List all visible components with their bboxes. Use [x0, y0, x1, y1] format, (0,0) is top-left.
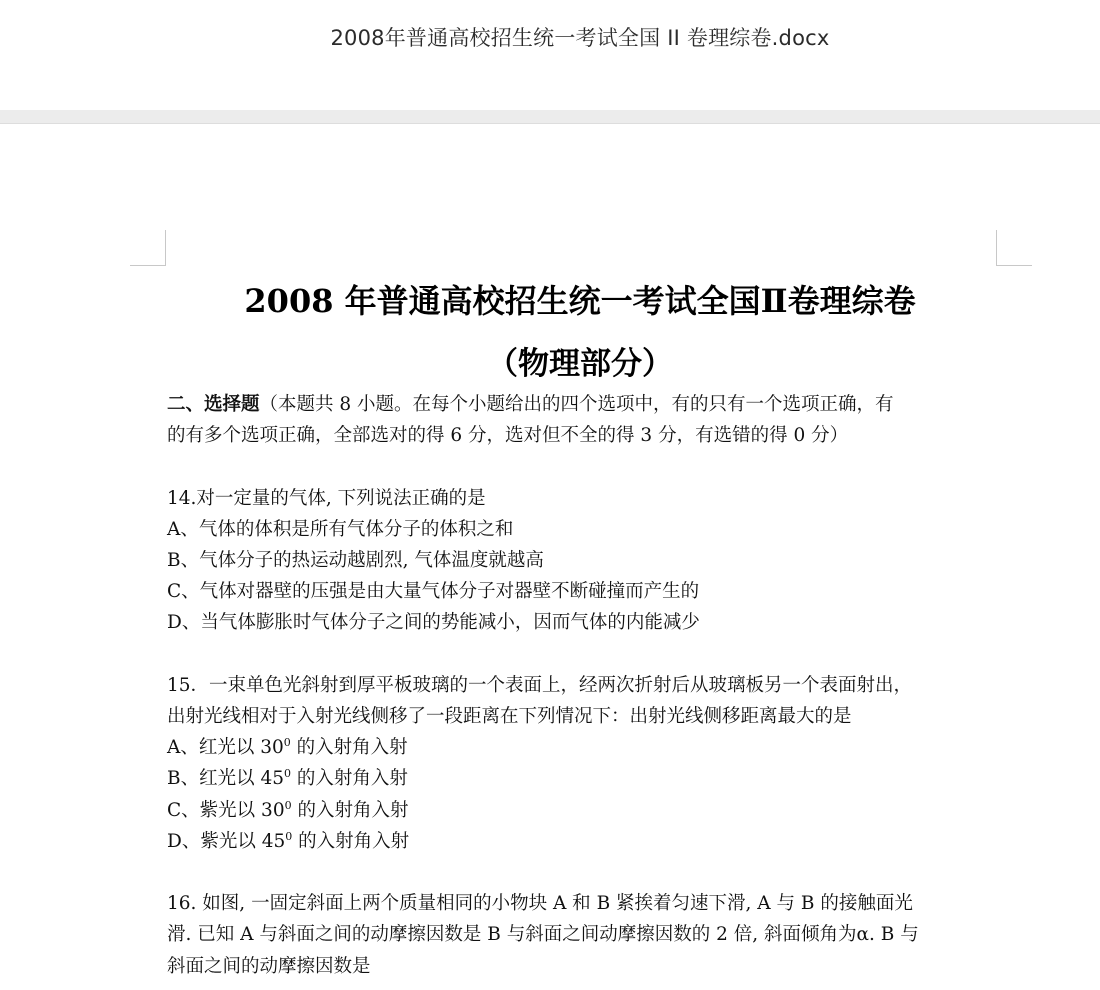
- paragraph-gap: [167, 857, 1007, 888]
- q14-option-c: C、气体对器壁的压强是由大量气体分子对器壁不断碰撞而产生的: [167, 581, 700, 603]
- degree-superscript: 0: [283, 736, 291, 750]
- q16-line3: 斜面之间的动摩擦因数是: [167, 955, 371, 977]
- degree-superscript: 0: [284, 798, 292, 812]
- option-suffix: 的入射角入射: [291, 799, 409, 821]
- document-filename: 2008年普通高校招生统一考试全国 II 卷理综卷.docx: [330, 26, 830, 50]
- q14-option-d: D、当气体膨胀时气体分子之间的势能减小，因而气体的内能减少: [167, 612, 700, 634]
- section-label: 二、选择题: [167, 394, 260, 415]
- angle-value: 30: [261, 799, 285, 821]
- document-body: [167, 389, 1007, 982]
- q14-option-b: B、气体分子的热运动越剧烈, 气体温度就越高: [167, 550, 544, 571]
- degree-superscript: 0: [284, 767, 292, 781]
- angle-value: 30: [260, 737, 284, 759]
- q15-option-c: [167, 795, 1007, 826]
- margin-corner-mark-right: [996, 230, 1032, 266]
- q15-option-d: [167, 826, 1007, 857]
- option-prefix: C、紫光以: [167, 799, 262, 821]
- q15-option-b: [167, 763, 1007, 794]
- document-page[interactable]: [0, 124, 1100, 990]
- title-bar: [0, 0, 1100, 110]
- paragraph-gap: [167, 639, 1007, 670]
- option-prefix: A、红光以: [167, 737, 261, 759]
- q14-option-a: A、气体的体积是所有气体分子的体积之和: [167, 518, 514, 540]
- q15-stem-line2: 出射光线相对于入射光线侧移了一段距离在下列情况下：出射光线侧移距离最大的是: [167, 706, 852, 727]
- degree-superscript: 0: [285, 829, 293, 843]
- q15-stem-line1: 15．一束单色光斜射到厚平板玻璃的一个表面上，经两次折射后从玻璃板另一个表面射出，: [167, 674, 913, 696]
- margin-corner-mark-left: [130, 230, 166, 266]
- section-instructions-line2: 的有多个选项正确，全部选对的得 6 分，选对但不全的得 3 分，有选错的得 0 分）: [167, 425, 849, 447]
- angle-value: 45: [260, 768, 285, 790]
- q16-line2: 滑. 已知 A 与斜面之间的动摩擦因数是 B 与斜面之间动摩擦因数的 2 倍, 斜面倾角为α. B 与: [167, 924, 919, 946]
- document-title: 2008 年普通高校招生统一考试全国Ⅱ卷理综卷: [244, 282, 916, 320]
- option-prefix: D、紫光以: [167, 830, 262, 852]
- q14-stem: 14.对一定量的气体, 下列说法正确的是: [167, 487, 486, 509]
- q15-option-a: [167, 732, 1007, 763]
- toolbar-separator: [0, 110, 1100, 124]
- section-instructions-line1: （本题共 8 小题。在每个小题给出的四个选项中，有的只有一个选项正确，有: [259, 394, 894, 415]
- section-header: [167, 389, 1007, 420]
- q16-line1: 16. 如图, 一固定斜面上两个质量相同的小物块 A 和 B 紧挨着匀速下滑, A 与 B 的接触面光: [167, 893, 913, 915]
- paragraph-gap: [167, 451, 1007, 482]
- option-suffix: 的入射角入射: [291, 768, 408, 790]
- option-prefix: B、红光以: [167, 768, 261, 790]
- option-suffix: 的入射角入射: [290, 737, 408, 759]
- angle-value: 45: [261, 830, 286, 852]
- document-subtitle: （物理部分）: [487, 346, 673, 382]
- option-suffix: 的入射角入射: [292, 830, 410, 852]
